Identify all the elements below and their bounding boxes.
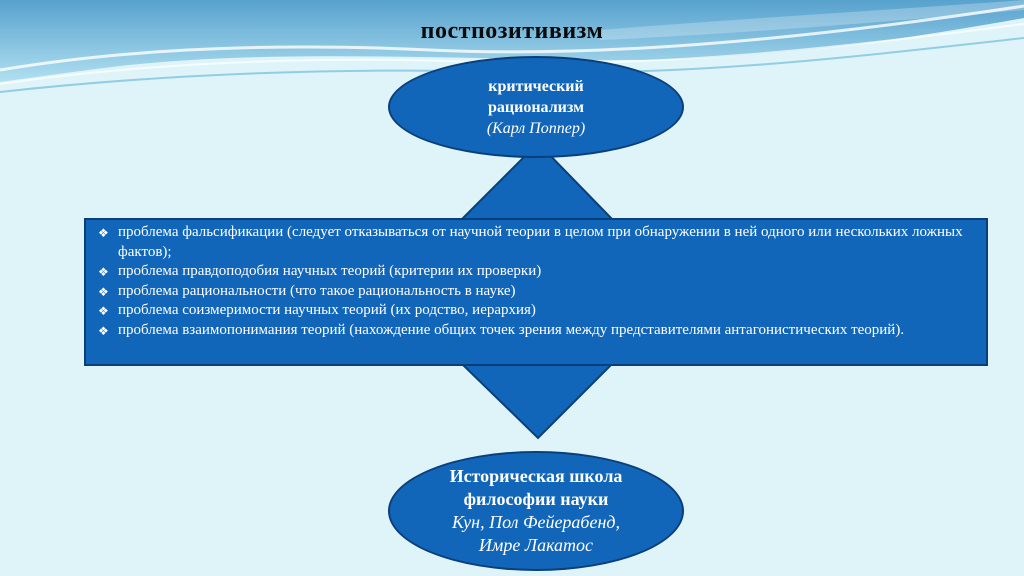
ellipse-top-line1: критический bbox=[488, 77, 584, 95]
problems-box bbox=[84, 218, 988, 366]
historical-school-ellipse bbox=[388, 451, 684, 571]
down-arrow-shape bbox=[462, 364, 612, 438]
slide-title: постпозитивизм bbox=[420, 18, 604, 44]
list-item: ❖ проблема фальсификации (следует отказываться от научной теории в целом при обнаружении в ней одного или нескольких ложных фактов); bbox=[98, 224, 963, 260]
list-item: ❖ проблема взаимопонимания теорий (нахождение общих точек зрения между представителями антагонистических теорий). bbox=[96, 321, 978, 341]
ellipse-bottom-authors2: Имре Лакатос bbox=[478, 535, 594, 555]
diamond-bullet-icon: ❖ bbox=[98, 265, 109, 279]
ellipse-bottom-authors1: Кун, Пол Фейерабенд, bbox=[451, 512, 621, 532]
ellipse-bottom-line1: Историческая школа bbox=[449, 466, 623, 486]
list-item: ❖ проблема рациональности (что такое рациональность в науке) bbox=[96, 282, 978, 302]
diamond-bullet-icon: ❖ bbox=[98, 323, 109, 338]
ellipse-top-line2: рационализм bbox=[488, 98, 584, 116]
problems-list bbox=[96, 223, 978, 340]
ellipse-bottom-line2: философии науки bbox=[463, 489, 609, 509]
ellipse-top-author: (Карл Поппер) bbox=[486, 119, 586, 137]
diamond-bullet-icon: ❖ bbox=[98, 284, 109, 299]
critical-rationalism-ellipse bbox=[388, 56, 684, 158]
list-item: ❖ проблема соизмеримости научных теорий (их родство, иерархия) bbox=[96, 301, 978, 321]
diamond-bullet-icon: ❖ bbox=[98, 304, 109, 318]
list-item: ❖ проблема правдоподобия научных теорий (критерии их проверки) bbox=[96, 262, 978, 282]
diamond-bullet-icon: ❖ bbox=[98, 226, 109, 240]
